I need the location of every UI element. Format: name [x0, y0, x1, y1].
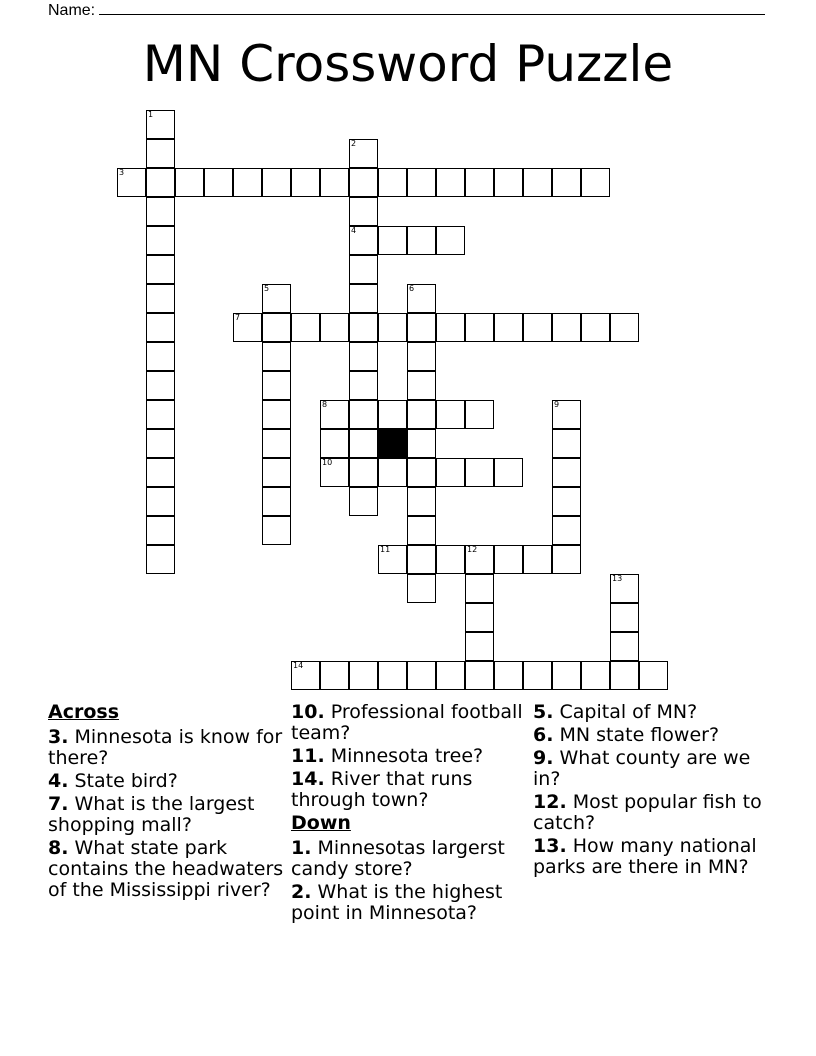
- grid-cell[interactable]: [581, 168, 610, 197]
- grid-cell[interactable]: [349, 139, 378, 168]
- clue-across-7: 7. What is the largest shopping mall?: [48, 793, 255, 836]
- grid-cell[interactable]: [436, 661, 465, 690]
- grid-cell[interactable]: [291, 168, 320, 197]
- grid-cell[interactable]: [349, 342, 378, 371]
- grid-cell[interactable]: [146, 284, 175, 313]
- grid-cell[interactable]: [262, 458, 291, 487]
- grid-cell[interactable]: [581, 313, 610, 342]
- name-label: Name:: [48, 2, 96, 19]
- grid-cell[interactable]: [610, 661, 639, 690]
- grid-cell[interactable]: [465, 313, 494, 342]
- grid-cell[interactable]: [378, 661, 407, 690]
- grid-cell[interactable]: [262, 284, 291, 313]
- grid-cell[interactable]: [436, 545, 465, 574]
- grid-cell[interactable]: [436, 313, 465, 342]
- grid-cell[interactable]: [639, 661, 668, 690]
- grid-cell[interactable]: [146, 371, 175, 400]
- grid-cell[interactable]: [349, 487, 378, 516]
- grid-cell[interactable]: [465, 603, 494, 632]
- grid-cell[interactable]: [291, 313, 320, 342]
- clue-across-8: 8. What state park contains the headwaters of the Mississippi river?: [48, 837, 284, 901]
- clue-number-9: 9: [554, 400, 560, 409]
- clue-number-12: 12: [467, 545, 478, 554]
- clue-across-10: 10. Professional football team?: [291, 701, 523, 744]
- grid-cell[interactable]: [552, 313, 581, 342]
- grid-cell[interactable]: [407, 487, 436, 516]
- grid-cell[interactable]: [407, 400, 436, 429]
- grid-cell[interactable]: [262, 487, 291, 516]
- grid-cell[interactable]: [349, 400, 378, 429]
- clue-column-1: [48, 702, 288, 903]
- clue-number-5: 5: [264, 284, 270, 293]
- grid-cell[interactable]: [552, 429, 581, 458]
- grid-cell[interactable]: [552, 545, 581, 574]
- grid-cell[interactable]: [552, 168, 581, 197]
- grid-cell[interactable]: [436, 226, 465, 255]
- clue-column-2: [291, 702, 531, 926]
- page-title: MN Crossword Puzzle: [142, 35, 674, 93]
- grid-cell[interactable]: [407, 429, 436, 458]
- grid-cell[interactable]: [523, 661, 552, 690]
- grid-cell[interactable]: [523, 313, 552, 342]
- grid-cell[interactable]: [320, 458, 349, 487]
- down-heading: Down: [291, 812, 351, 834]
- grid-cell[interactable]: [378, 400, 407, 429]
- grid-cell[interactable]: [349, 458, 378, 487]
- clue-down-13: 13. How many national parks are there in MN?: [533, 835, 757, 878]
- grid-cell[interactable]: [262, 313, 291, 342]
- grid-cell[interactable]: [320, 400, 349, 429]
- grid-cell[interactable]: [610, 313, 639, 342]
- grid-cell[interactable]: [407, 516, 436, 545]
- grid-cell[interactable]: [465, 574, 494, 603]
- grid-cell[interactable]: [320, 313, 349, 342]
- grid-cell[interactable]: [146, 458, 175, 487]
- grid-cell[interactable]: [378, 545, 407, 574]
- grid-cell[interactable]: [262, 168, 291, 197]
- grid-cell[interactable]: [378, 226, 407, 255]
- clue-number-13: 13: [612, 574, 623, 583]
- clue-down-5: 5. Capital of MN?: [533, 701, 698, 723]
- grid-cell[interactable]: [407, 284, 436, 313]
- clue-across-3: 3. Minnesota is know for there?: [48, 726, 283, 769]
- grid-cell[interactable]: [349, 168, 378, 197]
- grid-cell[interactable]: [581, 661, 610, 690]
- grid-cell[interactable]: [320, 168, 349, 197]
- grid-cell[interactable]: [378, 313, 407, 342]
- grid-cell[interactable]: [349, 661, 378, 690]
- grid-cell[interactable]: [610, 574, 639, 603]
- black-square: [378, 429, 407, 458]
- grid-cell[interactable]: [552, 516, 581, 545]
- grid-cell[interactable]: [349, 284, 378, 313]
- clue-down-1: 1. Minnesotas largerst candy store?: [291, 837, 505, 880]
- grid-cell[interactable]: [465, 458, 494, 487]
- clue-down-2: 2. What is the highest point in Minnesota?: [291, 881, 503, 924]
- grid-cell[interactable]: [465, 400, 494, 429]
- grid-cell[interactable]: [494, 168, 523, 197]
- grid-cell[interactable]: [378, 458, 407, 487]
- grid-cell[interactable]: [523, 545, 552, 574]
- grid-cell[interactable]: [349, 429, 378, 458]
- grid-cell[interactable]: [146, 516, 175, 545]
- clue-across-4: 4. State bird?: [48, 770, 178, 792]
- clue-number-3: 3: [119, 168, 125, 177]
- grid-cell[interactable]: [349, 197, 378, 226]
- grid-cell[interactable]: [465, 632, 494, 661]
- grid-cell[interactable]: [262, 516, 291, 545]
- grid-cell[interactable]: [146, 110, 175, 139]
- clue-across-11: 11. Minnesota tree?: [291, 745, 484, 767]
- grid-cell[interactable]: [552, 400, 581, 429]
- grid-cell[interactable]: [262, 429, 291, 458]
- grid-cell[interactable]: [117, 168, 146, 197]
- grid-cell[interactable]: [407, 661, 436, 690]
- grid-cell[interactable]: [610, 603, 639, 632]
- grid-cell[interactable]: [552, 661, 581, 690]
- clue-number-2: 2: [351, 139, 357, 148]
- clue-number-14: 14: [293, 661, 304, 670]
- grid-cell[interactable]: [146, 545, 175, 574]
- grid-cell[interactable]: [465, 661, 494, 690]
- clue-down-12: 12. Most popular fish to catch?: [533, 791, 762, 834]
- grid-cell[interactable]: [552, 458, 581, 487]
- grid-cell[interactable]: [349, 226, 378, 255]
- grid-cell[interactable]: [494, 313, 523, 342]
- grid-cell[interactable]: [320, 429, 349, 458]
- clue-number-1: 1: [148, 110, 154, 119]
- grid-cell[interactable]: [407, 458, 436, 487]
- grid-cell[interactable]: [233, 168, 262, 197]
- grid-cell[interactable]: [407, 168, 436, 197]
- grid-cell[interactable]: [175, 168, 204, 197]
- grid-cell[interactable]: [349, 255, 378, 284]
- grid-cell[interactable]: [349, 371, 378, 400]
- grid-cell[interactable]: [320, 661, 349, 690]
- grid-cell[interactable]: [262, 400, 291, 429]
- grid-cell[interactable]: [494, 545, 523, 574]
- grid-cell[interactable]: [494, 458, 523, 487]
- grid-cell[interactable]: [407, 545, 436, 574]
- grid-cell[interactable]: [262, 342, 291, 371]
- clue-number-7: 7: [235, 313, 241, 322]
- grid-cell[interactable]: [146, 487, 175, 516]
- grid-cell[interactable]: [291, 661, 320, 690]
- grid-cell[interactable]: [407, 371, 436, 400]
- grid-cell[interactable]: [146, 168, 175, 197]
- grid-cell[interactable]: [146, 255, 175, 284]
- clue-column-3: [533, 702, 773, 880]
- grid-cell[interactable]: [407, 226, 436, 255]
- grid-cell[interactable]: [552, 487, 581, 516]
- clue-across-14: 14. River that runs through town?: [291, 768, 473, 811]
- clue-number-8: 8: [322, 400, 328, 409]
- grid-cell[interactable]: [146, 197, 175, 226]
- grid-cell[interactable]: [349, 313, 378, 342]
- grid-cell[interactable]: [436, 168, 465, 197]
- clue-number-4: 4: [351, 226, 357, 235]
- clue-number-11: 11: [380, 545, 391, 554]
- grid-cell[interactable]: [146, 313, 175, 342]
- grid-cell[interactable]: [436, 400, 465, 429]
- grid-cell[interactable]: [494, 661, 523, 690]
- grid-cell[interactable]: [465, 168, 494, 197]
- grid-cell[interactable]: [262, 371, 291, 400]
- grid-cell[interactable]: [436, 458, 465, 487]
- grid-cell[interactable]: [407, 574, 436, 603]
- grid-cell[interactable]: [407, 313, 436, 342]
- grid-cell[interactable]: [523, 168, 552, 197]
- grid-cell[interactable]: [146, 429, 175, 458]
- grid-cell[interactable]: [407, 342, 436, 371]
- grid-cell[interactable]: [146, 139, 175, 168]
- clue-number-10: 10: [322, 458, 333, 467]
- grid-cell[interactable]: [146, 400, 175, 429]
- grid-cell[interactable]: [146, 226, 175, 255]
- clue-number-6: 6: [409, 284, 415, 293]
- grid-cell[interactable]: [465, 545, 494, 574]
- across-heading: Across: [48, 701, 120, 723]
- clue-down-9: 9. What county are we in?: [533, 747, 751, 790]
- grid-cell[interactable]: [233, 313, 262, 342]
- grid-cell[interactable]: [610, 632, 639, 661]
- grid-cell[interactable]: [378, 168, 407, 197]
- grid-cell[interactable]: [204, 168, 233, 197]
- grid-cell[interactable]: [146, 342, 175, 371]
- clue-down-6: 6. MN state flower?: [533, 724, 720, 746]
